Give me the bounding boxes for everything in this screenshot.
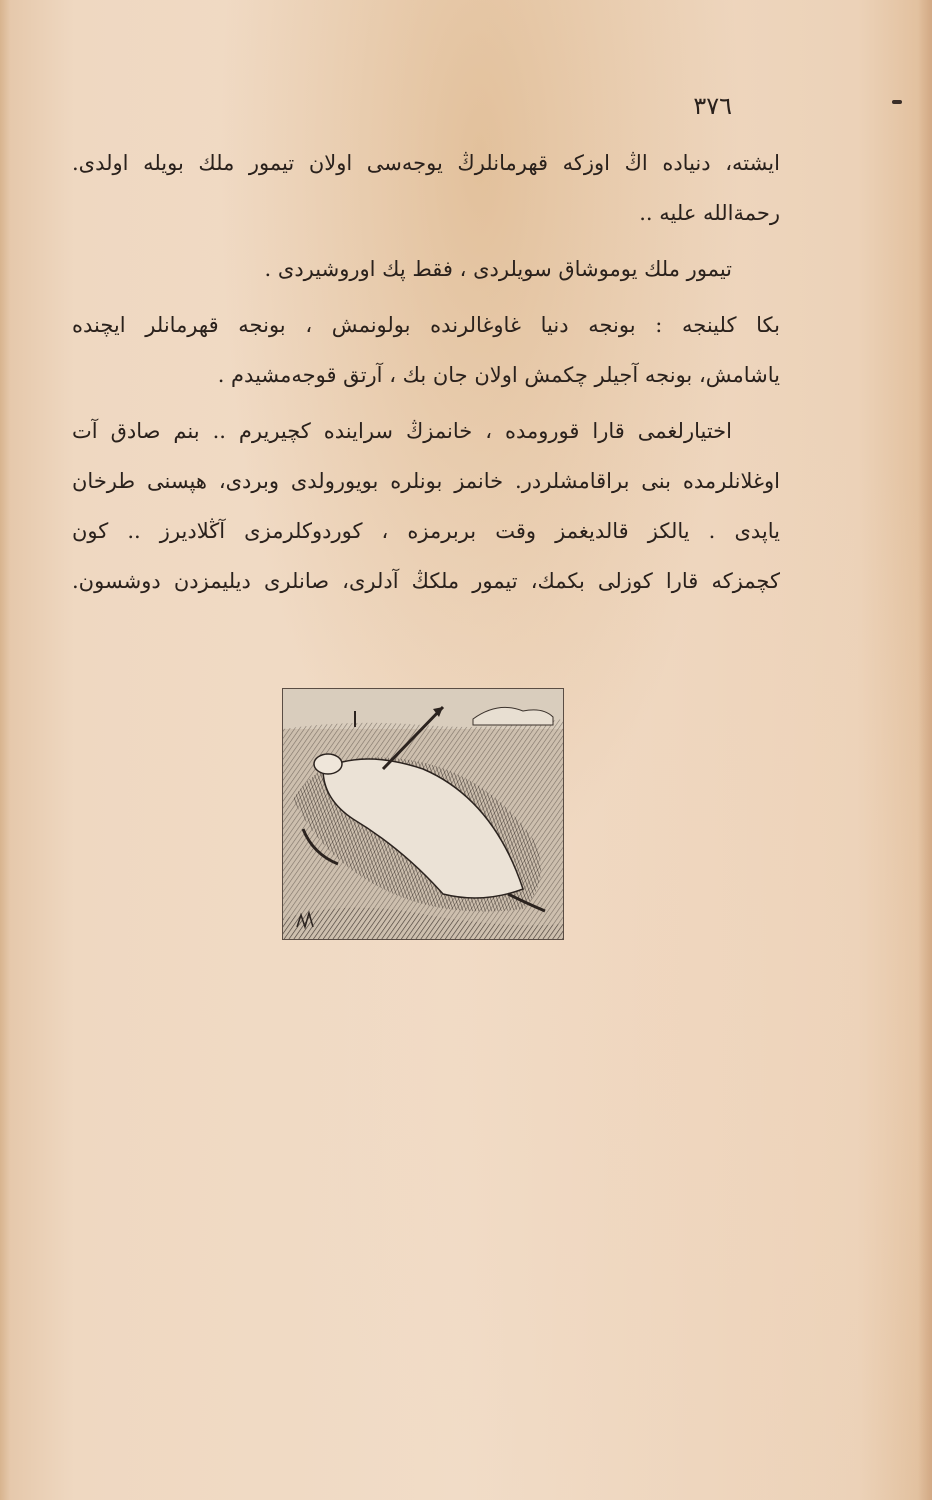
text-line: ایشته، دنیاده اڭ اوزکه قهرمانلرڭ یوجه‌سی اولان تیمور ملك بویله اولدی. [72,151,780,175]
paragraph-4 [72,406,780,606]
page-number: ٣٧٦ [693,92,732,120]
engraving-illustration [282,688,564,940]
page-edge-left [0,0,10,1500]
paragraph-1 [72,138,780,238]
text-line: اختیارلغمی قارا قورومده ، خانمزڭ سراینده کچیریرم .. بنم صادق آت [72,419,732,443]
text-line: تیمور ملك یوموشاق سویلردی ، فقط پك اوروشیردی . [264,257,732,281]
text-line: یاپدی . یالکز قالدیغمز وقت بربرمزه ، کوردوکلرمزی آڭلادیرز .. کون [72,519,780,543]
paragraph-3 [72,300,780,400]
text-line: بکا کلینجه : بونجه دنیا غاوغالرنده بولونمش ، بونجه قهرمانلر ایچنده [72,313,780,337]
text-line: رحمةالله علیه .. [639,201,780,225]
body-text [72,138,780,612]
page-edge-right [918,0,932,1500]
text-line: اوغلانلرمده بنی براقامشلردر. خانمز بونلره بویورولدی وبردی، هپسنی طرخان [72,469,780,493]
ink-mark [892,100,902,104]
text-line: یاشامش، بونجه آجیلر چکمش اولان جان بك ، آرتق قوجه‌مشیدم . [217,363,780,387]
paragraph-2 [72,244,780,294]
text-line: کچمزکه قارا کوزلی بکمك، تیمور ملکڭ آدلری، صانلری دیلیمزدن دوشسون. [72,569,780,593]
fallen-figure-engraving [283,689,563,939]
